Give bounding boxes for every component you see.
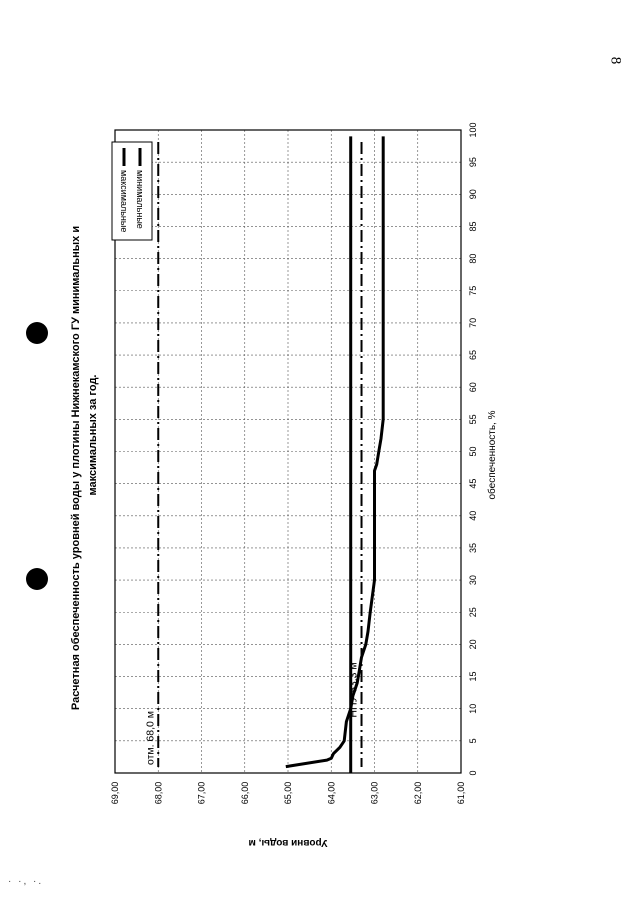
x-tick-label: 65	[468, 350, 478, 361]
x-tick-label: 35	[468, 542, 478, 553]
x-tick-label: 60	[468, 382, 478, 393]
x-tick-label: 30	[468, 575, 478, 586]
x-tick-label: 90	[468, 189, 478, 200]
y-tick-label: 68,00	[153, 781, 164, 805]
reference-label: отм. 68,0 м	[144, 710, 157, 766]
tick-labels	[110, 122, 478, 804]
x-tick-label: 100	[468, 122, 478, 138]
reference-lines	[144, 142, 361, 767]
y-tick-label: 64,00	[326, 781, 337, 805]
x-tick-label: 0	[468, 770, 478, 776]
y-tick-label: 66,00	[239, 781, 250, 805]
legend-label-min: минимальные	[135, 170, 145, 229]
x-tick-label: 25	[468, 607, 478, 618]
x-tick-label: 40	[468, 510, 478, 521]
legend	[112, 142, 152, 240]
x-axis-label: обеспеченность, %	[487, 410, 498, 500]
y-tick-label: 69,00	[110, 781, 120, 805]
series-group	[286, 136, 383, 773]
reference-label: НПУ 63,3 м	[347, 662, 360, 718]
y-tick-label: 62,00	[412, 781, 423, 805]
y-tick-label: 61,00	[456, 781, 466, 805]
x-tick-label: 20	[468, 639, 478, 650]
y-tick-label: 65,00	[283, 781, 293, 805]
x-tick-label: 80	[468, 253, 478, 264]
chart-title-line2: максимальных за год.	[87, 374, 99, 496]
chart-title-line1: Расчетная обеспеченность уровней воды у плотины Нижнекамского ГУ минимальных и	[70, 225, 82, 711]
grid	[115, 130, 461, 773]
x-tick-label: 75	[468, 285, 478, 296]
x-tick-label: 50	[468, 446, 478, 457]
x-tick-label: 55	[468, 414, 478, 425]
x-tick-label: 5	[468, 738, 478, 744]
x-tick-label: 45	[468, 478, 478, 489]
page-number: 8	[606, 56, 623, 65]
x-tick-label: 70	[468, 317, 478, 328]
y-tick-label: 67,00	[196, 781, 207, 805]
legend-box	[112, 142, 152, 240]
x-tick-label: 95	[468, 157, 478, 168]
x-tick-label: 85	[468, 221, 478, 232]
x-tick-label: 15	[468, 671, 478, 682]
scan-specks: · ·, ·.	[8, 876, 44, 887]
y-tick-label: 63,00	[369, 781, 380, 805]
legend-label-max: максимальные	[119, 170, 129, 233]
y-axis-label: Уровни воды, м	[248, 837, 328, 848]
x-tick-label: 10	[468, 703, 478, 714]
